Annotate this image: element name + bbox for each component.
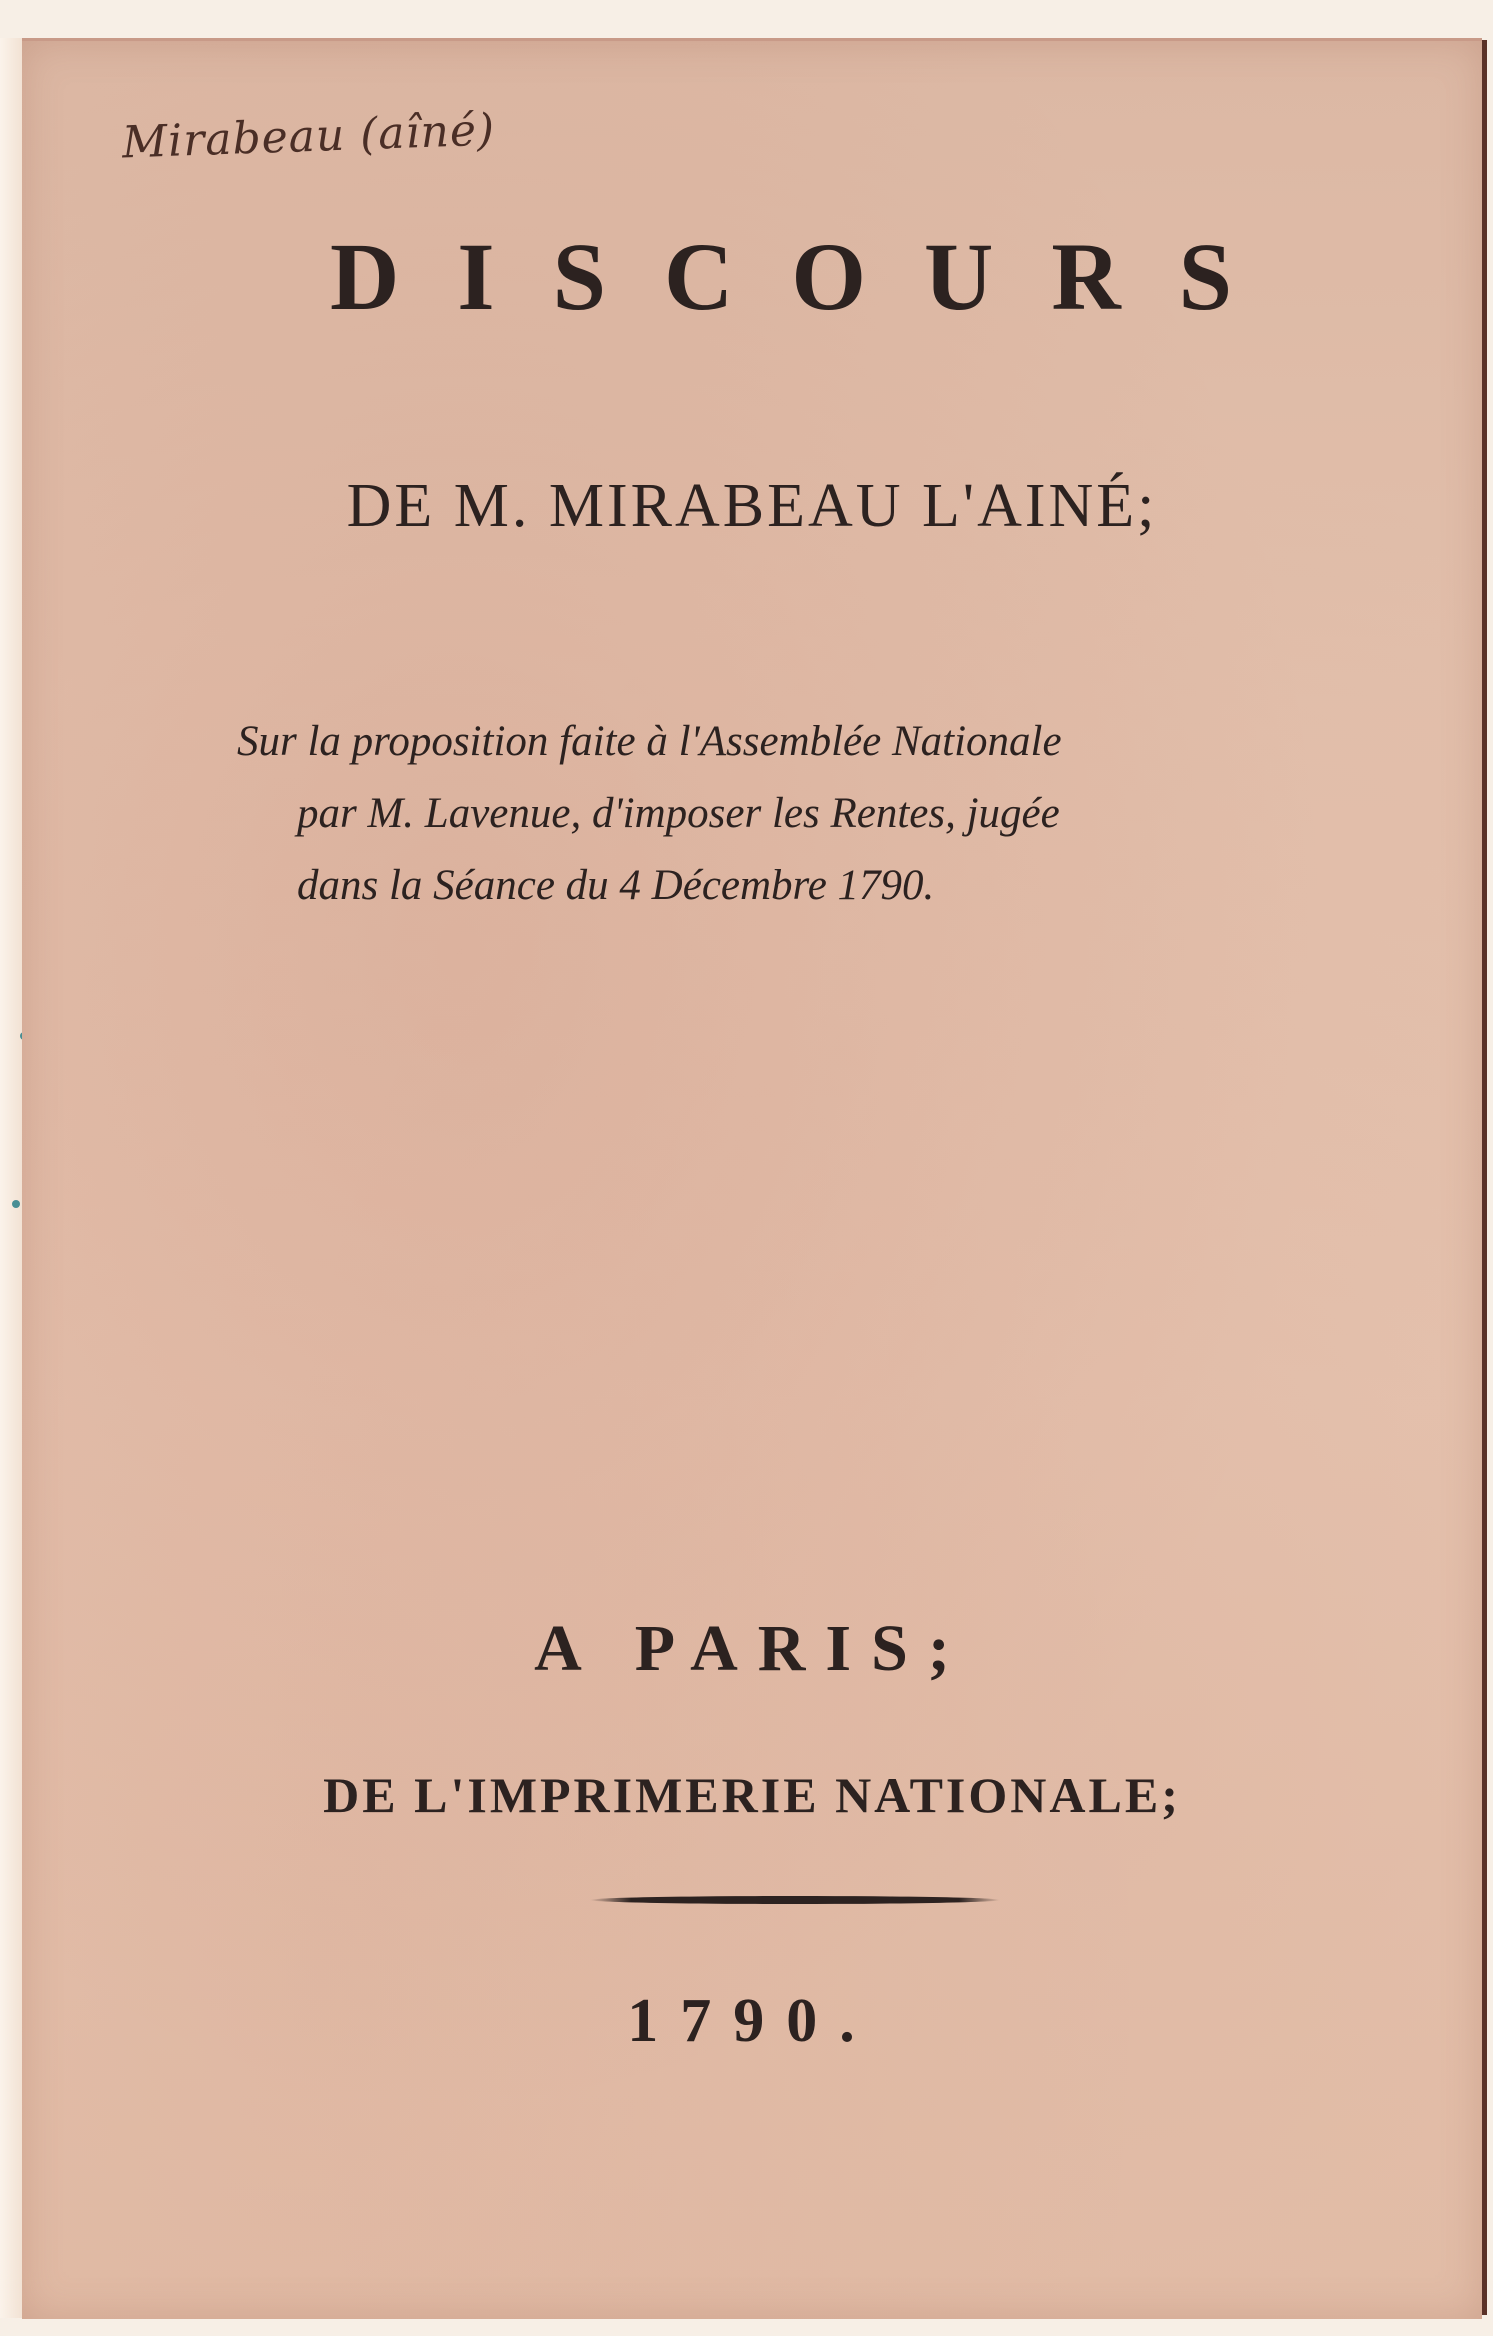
page-edge — [1482, 40, 1487, 2315]
author-line: DE M. MIRABEAU L'AINÉ; — [346, 472, 1158, 540]
imprint-year: 1790. — [627, 1987, 877, 2055]
imprint-place: A PARIS; — [534, 1612, 970, 1685]
decorative-rule — [590, 1896, 1000, 1904]
imprint-printer: DE L'IMPRIMERIE NATIONALE; — [323, 1767, 1181, 1823]
subtitle-line: dans la Séance du 4 Décembre 1790. — [297, 862, 935, 909]
document-title: DISCOURS — [329, 223, 1291, 330]
handwritten-annotation: Mirabeau (aîné) — [121, 104, 496, 169]
binding-spine — [0, 38, 22, 2318]
subtitle-line: Sur la proposition faite à l'Assemblée Nationale — [237, 718, 1062, 765]
subtitle-line: par M. Lavenue, d'imposer les Rentes, jugée — [297, 790, 1060, 837]
subtitle — [237, 706, 1337, 922]
binding-thread-mark — [12, 1200, 20, 1208]
title-page — [22, 38, 1482, 2319]
